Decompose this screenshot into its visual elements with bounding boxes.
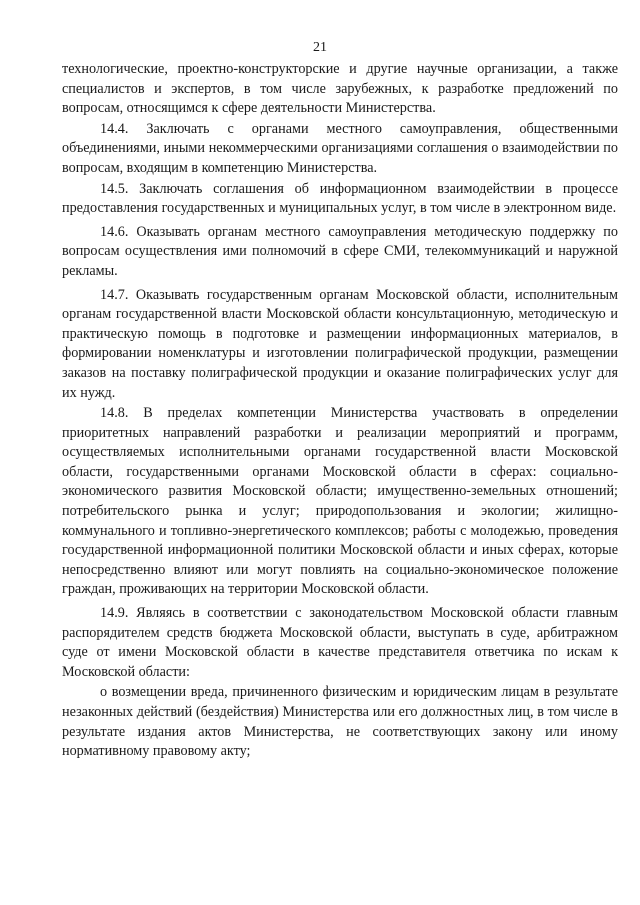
paragraph-14-4: 14.4. Заключать с органами местного самоуправления, общественными объединениями, иными некоммерческими организациями соглашения о взаимодействии по вопросам, входящим в компетенцию Министерства. — [62, 120, 618, 176]
paragraph-14-8: 14.8. В пределах компетенции Министерства участвовать в определении приоритетных направлений разработки и реализации мероприятий и программ, осуществляемых исполнительными органами государственной власти Московской области, государственными органами Московской области в сферах: социально-экономического развития Московской области; имущественно-земельных отношений; потребительского рынка и услуг; природопользования и экологии; жилищно-коммунального и топливно-энергетического комплексов; работы с молодежью, проведения государственной информационной политики Московской области и иных сферах, которые непосредственно влияют или могут повлиять на социально-экономическое положение граждан, проживающих на территории Московской области. — [62, 405, 618, 598]
paragraph-14-7: 14.7. Оказывать государственным органам Московской области, исполнительным органам государственной власти Московской области консультационную, методическую и практическую помощь в подготовке и размещении информационных материалов, в формировании номенклатуры и изготовлении полиграфической продукции, размещении заказов на поставку полиграфической продукции и оказание полиграфических услуг для их нужд. — [62, 286, 618, 401]
paragraph-14-6: 14.6. Оказывать органам местного самоуправления методическую поддержку по вопросам осуществления ими полномочий в сфере СМИ, телекоммуникаций и наружной рекламы. — [62, 223, 618, 279]
paragraph-compensation-claims: о возмещении вреда, причиненного физическим и юридическим лицам в результате незаконных действий (бездействия) Министерства или его должностных лиц, в том числе в результате издания актов Министерства, не соответствующих закону или иному нормативному правовому акту; — [62, 684, 618, 760]
paragraph-14-5: 14.5. Заключать соглашения об информационном взаимодействии в процессе предоставления государственных и муниципальных услуг, в том числе в электронном виде. — [62, 180, 618, 217]
document-body — [62, 60, 618, 762]
paragraph-continuation: технологические, проектно-конструкторские и другие научные организации, а также специалистов и экспертов, в том числе зарубежных, к разработке предложений по вопросам, относящимся к сфере деятельности Министерства. — [62, 61, 618, 117]
paragraph-14-9: 14.9. Являясь в соответствии с законодательством Московской области главным распорядителем средств бюджета Московской области, выступать в суде, арбитражном суде от имени Московской области в качестве представителя ответчика по искам к Московской области: — [62, 605, 618, 680]
page-number: 21 — [313, 40, 327, 55]
